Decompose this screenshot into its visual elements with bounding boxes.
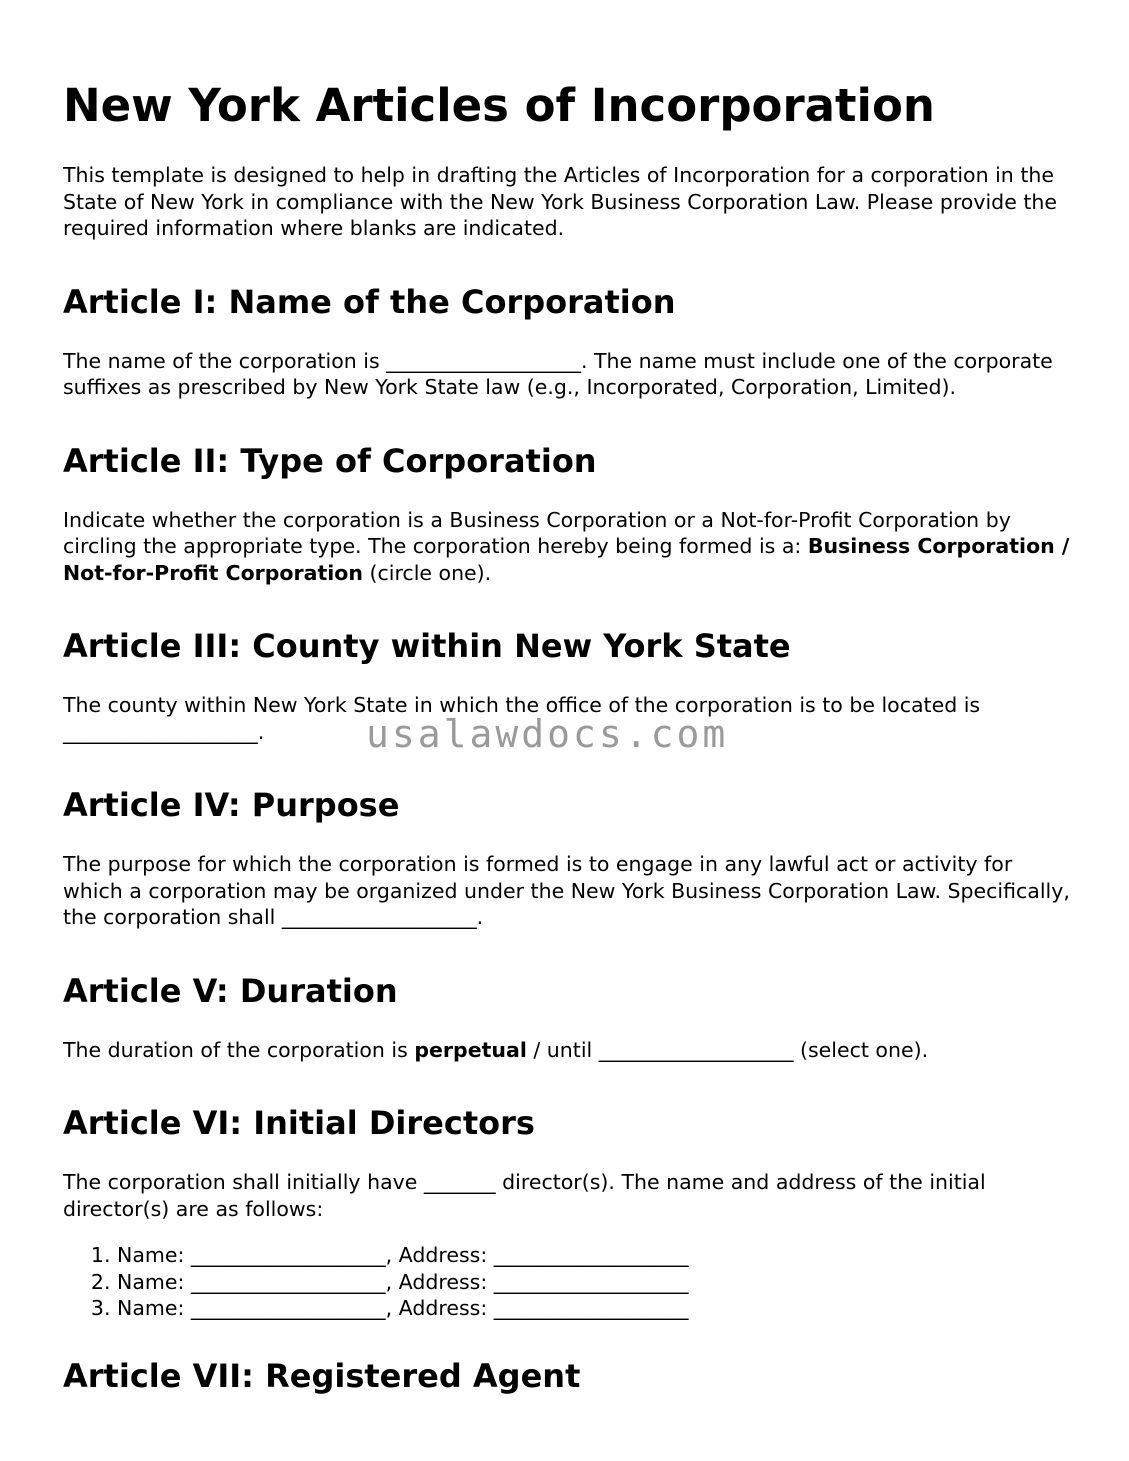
intro-paragraph: This template is designed to help in drafting the Articles of Incorporation for a corporation in the State of New York in compliance with the New York Business Corporation Law. Please provide the required information where blanks are indicated. [63, 163, 1057, 240]
article-5-text-after: / until ___________________ (select one). [526, 1037, 929, 1062]
director-item: 3. Name: ___________________, Address: ___________________ [117, 1295, 1073, 1322]
article-2-text-after: (circle one). [362, 560, 492, 585]
corporation-type-options: Business Corporation / Not-for-Profit Corporation [63, 534, 1070, 585]
director-item: 2. Name: ___________________, Address: ___________________ [117, 1269, 1073, 1296]
article-5-text-before: The duration of the corporation is [63, 1037, 415, 1062]
article-1-text: The name of the corporation is ___________________. The name must include one of the corporate suffixes as prescribed by New York State law (e.g., Incorporated, Corporation, Limited). [63, 348, 1053, 399]
document-title: New York Articles of Incorporation [63, 79, 935, 132]
article-1-heading: Article I: Name of the Corporation [63, 282, 676, 321]
article-4-text: The purpose for which the corporation is formed is to engage in any lawful act or activity for which a corporation may be organized under the New York Business Corporation Law. Specifically, the corporation shall ___________________. [63, 852, 1070, 929]
article-6-heading: Article VI: Initial Directors [63, 1104, 535, 1142]
article-2-text [63, 507, 1073, 587]
article-3-heading: Article III: County within New York State [63, 627, 791, 665]
article-6-text: The corporation shall initially have _______ director(s). The name and address of the initial director(s) are as follows: [63, 1170, 986, 1221]
director-item: 1. Name: ___________________, Address: ___________________ [117, 1242, 1073, 1269]
watermark: usalawdocs.com [366, 712, 729, 756]
article-7-heading: Article VII: Registered Agent [63, 1356, 581, 1395]
duration-perpetual: perpetual [414, 1037, 527, 1062]
article-2-text-before: Indicate whether the corporation is a Business Corporation or a Not-for-Profit Corporation by circling the appropriate type. The corporation hereby being formed is a: [63, 507, 1011, 558]
article-2-heading: Article II: Type of Corporation [63, 441, 597, 480]
directors-list [63, 1242, 1073, 1322]
article-4-heading: Article IV: Purpose [63, 786, 400, 824]
article-5-text [63, 1037, 1073, 1064]
article-3-text: The county within New York State in which the office of the corporation is to be located is ___________________. [63, 693, 981, 744]
article-5-heading: Article V: Duration [63, 971, 398, 1010]
